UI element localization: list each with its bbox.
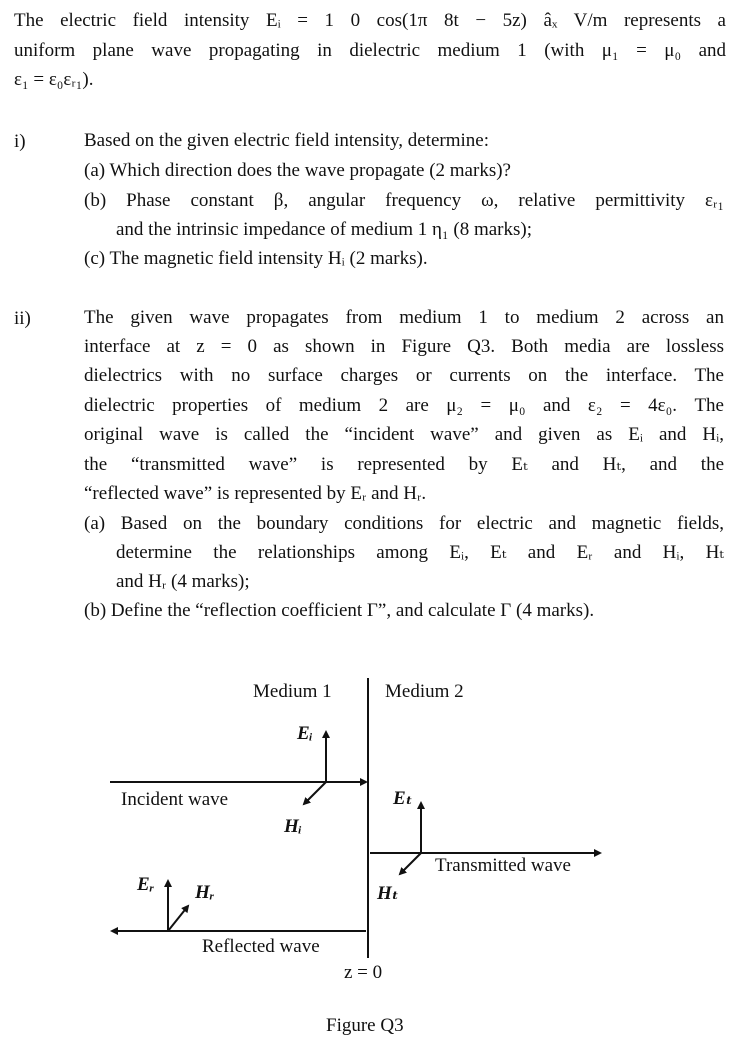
er-label: Eᵣ — [137, 874, 154, 895]
medium-1-label: Medium 1 — [253, 681, 332, 702]
ht-vector-arrow — [400, 853, 421, 874]
q2-line-1: The given wave propagates from medium 1 to medium 2 across an — [84, 307, 724, 328]
intro-line-3: ε₁ = ε₀εᵣ₁). — [14, 69, 94, 90]
q2-line-2: interface at z = 0 as shown in Figure Q3. Both media are lossless — [84, 336, 724, 357]
et-label: Eₜ — [393, 788, 413, 809]
q1-part-c: (c) The magnetic field intensity Hᵢ (2 marks). — [84, 248, 428, 269]
transmitted-wave-label: Transmitted wave — [435, 855, 571, 876]
q2-part-a-line-3: and Hᵣ (4 marks); — [116, 571, 250, 592]
reflected-wave-label: Reflected wave — [202, 936, 320, 957]
incident-wave-label: Incident wave — [121, 789, 229, 810]
question-number-i: i) — [14, 131, 26, 152]
intro-line-1: The electric field intensity Eᵢ = 1 0 cos(1π 8t − 5z) âₓ V/m represents a — [14, 10, 726, 31]
q1-part-b-line-2: and the intrinsic impedance of medium 1 η₁ (8 marks); — [116, 219, 532, 240]
ei-label: Eᵢ — [297, 723, 313, 744]
ht-label: Hₜ — [377, 883, 399, 904]
q2-line-6: the “transmitted wave” is represented by Eₜ and Hₜ, and the — [84, 454, 724, 475]
q2-part-b: (b) Define the “reflection coefficient Γ”, and calculate Γ (4 marks). — [84, 600, 595, 621]
q2-line-7: “reflected wave” is represented by Eᵣ and Hᵣ. — [84, 483, 427, 504]
q1-part-a: (a) Which direction does the wave propagate (2 marks)? — [84, 160, 511, 181]
q2-part-a-line-2: determine the relationships among Eᵢ, Eₜ and Eᵣ and Hᵢ, Hₜ — [116, 542, 724, 563]
intro-line-2: uniform plane wave propagating in dielectric medium 1 (with μ₁ = μ₀ and — [14, 39, 726, 61]
medium-2-label: Medium 2 — [385, 681, 464, 702]
q2-line-5: original wave is called the “incident wave” and given as Eᵢ and Hᵢ, — [84, 424, 724, 445]
hi-vector-arrow — [304, 782, 326, 804]
q2-line-3: dielectrics with no surface charges or currents on the interface. The — [84, 365, 724, 386]
q2-line-4: dielectric properties of medium 2 are μ₂ = μ₀ and ε₂ = 4ε₀. The — [84, 395, 724, 416]
q1-stem: Based on the given electric field intensity, determine: — [84, 130, 490, 151]
hr-label: Hᵣ — [195, 882, 215, 903]
q2-part-a-line-1: (a) Based on the boundary conditions for electric and magnetic fields, — [84, 513, 724, 534]
z0-label: z = 0 — [344, 962, 383, 983]
q1-part-b-line-1: (b) Phase constant β, angular frequency ω, relative permittivity εᵣ₁ — [84, 190, 724, 211]
hi-label: Hᵢ — [284, 816, 302, 837]
hr-vector-arrow — [168, 906, 188, 931]
figure-caption: Figure Q3 — [326, 1015, 404, 1036]
question-number-ii: ii) — [14, 308, 31, 329]
